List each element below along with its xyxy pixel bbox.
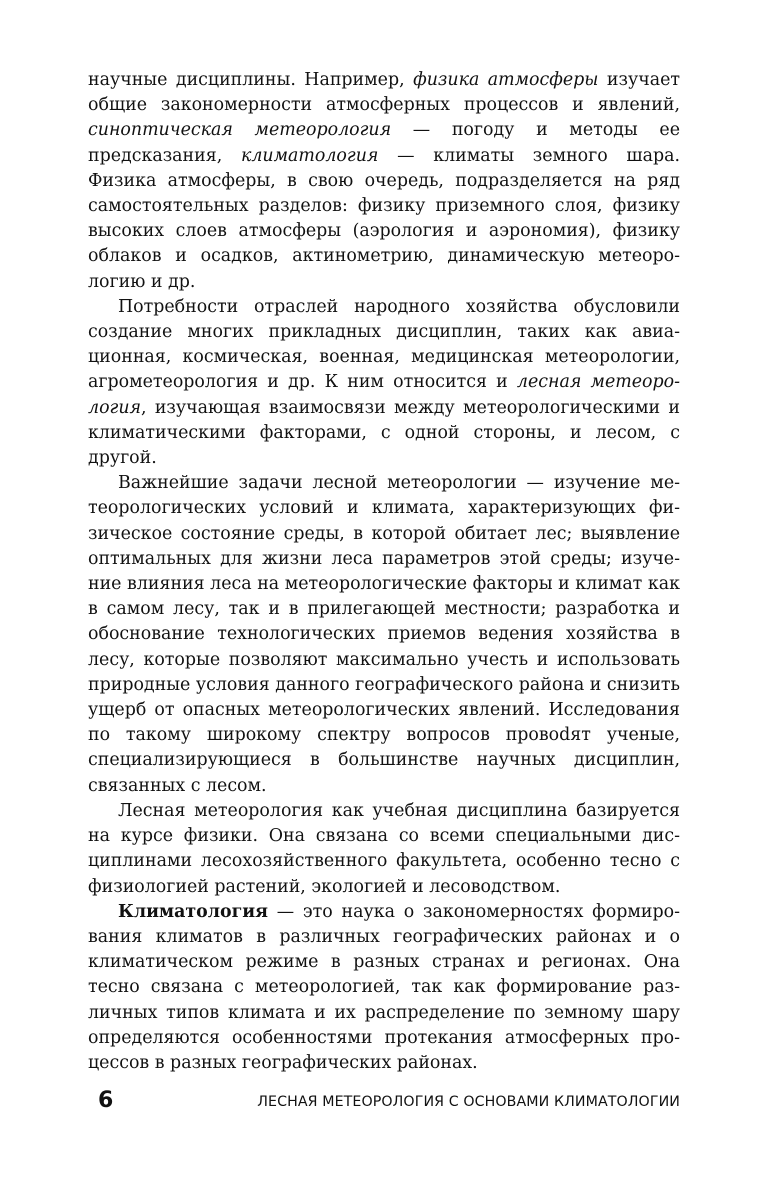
paragraph-applied-disciplines: [88, 295, 680, 471]
paragraph-sciences: [88, 68, 680, 295]
term-synoptic-meteorology: синоптическая метеорология: [88, 120, 392, 141]
term-forest-meteorology: лесная метеорология: [88, 372, 680, 418]
page-number: 6: [98, 1088, 114, 1113]
term-climatology: климатология: [240, 145, 379, 166]
term-atmospheric-physics: физика атмосферы: [413, 70, 599, 90]
text-run: научные дисциплины. Например,: [88, 70, 414, 90]
text-run: Важнейшие задачи лесной метеорологии — изучение метеорологических условий и климата, характеризующих физическое состояние среды, в которой обитает лес; выявление оптимальных для жизни леса параметров этой среды; изучение влияния леса на метеорологические факторы и климат как в самом лесу, так и в прилегающей местности; разработка и обоснование технологических приемов ведения хозяйства в лесу, которые позволяют максимально учесть и использовать природные условия данного географического района и снизить ущерб от опасных метеорологических явлений. Исследования по такому широкому спектру вопросов провоdят ученые, специализирующиеся в большинстве научных дисциплин, связанных с лесом.: [88, 473, 681, 796]
term-climatology-bold: Климатология: [118, 901, 268, 922]
page-footer: [88, 1088, 680, 1114]
paragraph-curriculum: [88, 799, 680, 900]
text-run: — погоду и методы ее предсказания,: [88, 120, 680, 166]
text-run: , изучающая взаимосвязи между метеорологическими и климатическими факторами, с одной стороны, и лесом, с другой.: [88, 397, 680, 469]
text-run: Лесная метеорология как учебная дисциплина базируется на курсе физики. Она связана со всеми специальными дисциплинами лесохозяйственного факультета, особенно тесно с физиологией растений, экологией и лесоводством.: [88, 800, 680, 897]
paragraph-climatology-definition: [88, 900, 680, 1076]
text-run: Потребности отраслей народного хозяйства обусловили создание многих прикладных дисциплин, таких как авиационная, космическая, военная, медицинская метеорологии, агрометеорология и др. К ним относится и: [88, 296, 680, 393]
page-body: [88, 68, 680, 1076]
text-run: изучает общие закономерности атмосферных процессов и явлений,: [88, 70, 680, 116]
text-run: — это наука о закономерностях формирования климатов в различных географических районах и о климатическом режиме в разных странах и регионах. Она тесно связана с метеорологией, так как формирование различных типов климата и их распределение по земному шару определяются особенностями протекания атмосферных процессов в разных географических районах.: [88, 901, 680, 1073]
text-run: — климаты земного шара. Физика атмосферы, в свою очередь, подразделяется на ряд самостоятельных разделов: физику приземного слоя, физику высоких слоев атмосферы (аэрология и аэрономия), физику облаков и осадков, актинометрию, динамическую метеорологию и др.: [88, 145, 680, 292]
paragraph-forest-meteorology-tasks: [88, 471, 680, 799]
running-title: ЛЕСНАЯ МЕТЕОРОЛОГИЯ С ОСНОВАМИ КЛИМАТОЛОГИИ: [257, 1094, 680, 1110]
